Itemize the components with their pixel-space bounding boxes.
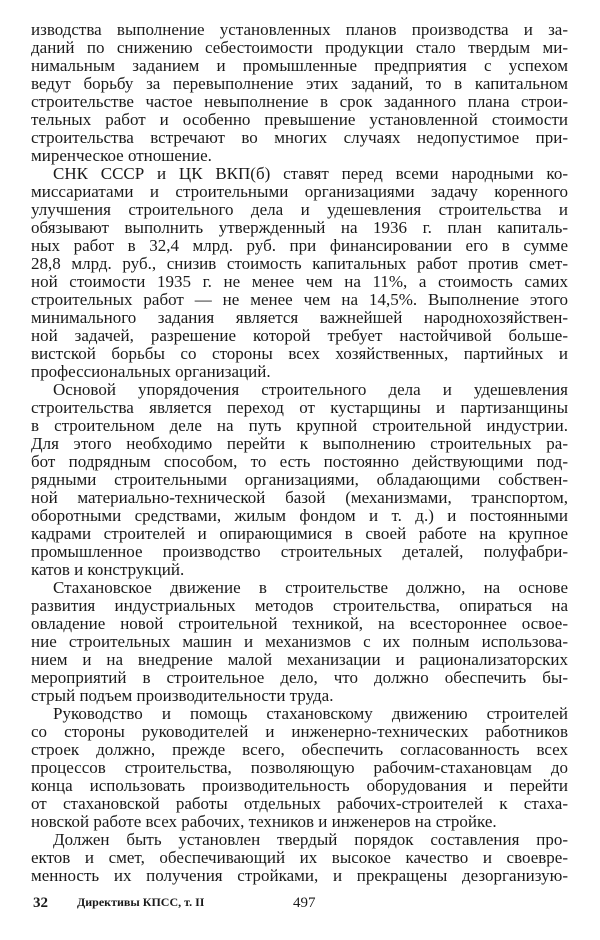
text-line: Основой упорядочения строительного дела и удешевления bbox=[53, 380, 568, 399]
text-line: оборотными средствами, жилым фондом и т. д.) и постоянными bbox=[31, 506, 568, 525]
text-line: ектов и смет, обеспечивающий их высокое качество и своевре- bbox=[31, 848, 568, 867]
text-line: ние строительных машин и механизмов с их полным использова- bbox=[31, 632, 568, 651]
text-line: стрый подъем производительности труда. bbox=[31, 686, 334, 705]
text-line: Для этого необходимо перейти к выполнению строительных ра- bbox=[31, 434, 568, 453]
paragraph bbox=[31, 165, 568, 381]
text-line: улучшения строительного дела и удешевления строительства и bbox=[31, 200, 568, 219]
text-line: изводства выполнение установленных планов производства и за- bbox=[31, 20, 568, 39]
text-line: строительства является переход от кустарщины и партизанщины bbox=[31, 398, 568, 417]
text-line: ной стоимости 1935 г. не менее чем на 11%, а стоимость самих bbox=[31, 272, 568, 291]
text-line: даний по снижению себестоимости продукции стало твердым ми- bbox=[31, 38, 568, 57]
paragraph bbox=[31, 705, 568, 831]
text-line: бот подрядным способом, то есть постоянно действующими под- bbox=[31, 452, 568, 471]
text-line: от стахановской работы отдельных рабочих-строителей к стаха- bbox=[31, 794, 568, 813]
text-line: развития индустриальных методов строительства, опираться на bbox=[31, 596, 568, 615]
text-line: Должен быть установлен твердый порядок составления про- bbox=[53, 830, 568, 849]
signature-mark: 32 bbox=[33, 895, 48, 911]
text-line: миренческое отношение. bbox=[31, 146, 212, 165]
text-line: строительстве частое невыполнение в срок заданного плана строи- bbox=[31, 92, 568, 111]
text-line: катов и конструкций. bbox=[31, 560, 185, 579]
text-line: строительства встречают во многих случаях недопустимое при- bbox=[31, 128, 568, 147]
text-line: промышленное производство строительных деталей, полуфабри- bbox=[31, 542, 568, 561]
text-line: нием и на внедрение малой механизации и рационализаторских bbox=[31, 650, 568, 669]
text-line: новской работе всех рабочих, техников и инженеров на стройке. bbox=[31, 812, 497, 831]
paragraph bbox=[31, 579, 568, 705]
page-footer bbox=[31, 895, 568, 915]
text-line: ной материально-технической базой (механизмами, транспортом, bbox=[31, 488, 568, 507]
text-line: овладение новой строительной техникой, на всестороннее освое- bbox=[31, 614, 568, 633]
text-line: Руководство и помощь стахановскому движению строителей bbox=[53, 704, 568, 723]
text-line: СНК СССР и ЦК ВКП(б) ставят перед всеми народными ко- bbox=[53, 164, 568, 183]
text-line: минимального задания является важнейшей народнохозяйствен- bbox=[31, 308, 568, 327]
paragraph bbox=[31, 831, 568, 885]
book-title: Директивы КПСС, т. II bbox=[77, 895, 205, 909]
text-line: строек должно, прежде всего, обеспечить согласованность всех bbox=[31, 740, 568, 759]
text-line: миссариатами и строительными организациями задачу коренного bbox=[31, 182, 568, 201]
text-line: обязывают выполнить утвержденный на 1936 г. план капиталь- bbox=[31, 218, 568, 237]
text-line: нимальным заданием и промышленные предприятия с успехом bbox=[31, 56, 568, 75]
text-line: строительных работ — не менее чем на 14,5%. Выполнение этого bbox=[31, 290, 568, 309]
text-line: в строительном деле на путь крупной строительной индустрии. bbox=[31, 416, 568, 435]
text-line: мероприятий в строительное дело, что должно обеспечить бы- bbox=[31, 668, 568, 687]
text-line: со стороны руководителей и инженерно-технических работников bbox=[31, 722, 568, 741]
text-line: рядными строительными организациями, обладающими собствен- bbox=[31, 470, 568, 489]
text-line: кадрами строителей и опирающимися в своей работе на крупное bbox=[31, 524, 568, 543]
paragraph bbox=[31, 21, 568, 165]
text-line: Стахановское движение в строительстве должно, на основе bbox=[53, 578, 568, 597]
text-line: процессов строительства, позволяющую рабочим-стахановцам до bbox=[31, 758, 568, 777]
text-line: ных работ в 32,4 млрд. руб. при финансировании его в сумме bbox=[31, 236, 568, 255]
text-line: ной задачей, разрешение которой требует настойчивой больше- bbox=[31, 326, 568, 345]
text-line: ведут борьбу за перевыполнение этих заданий, то в капитальном bbox=[31, 74, 568, 93]
document-body bbox=[31, 21, 568, 885]
paragraph bbox=[31, 381, 568, 579]
text-line: конца использовать производительность оборудования и перейти bbox=[31, 776, 568, 795]
page-number: 497 bbox=[293, 895, 316, 911]
text-line: менность их получения стройками, и прекращены дезорганизую- bbox=[31, 866, 568, 885]
text-line: 28,8 млрд. руб., снизив стоимость капитальных работ против смет- bbox=[31, 254, 568, 273]
text-line: профессиональных организаций. bbox=[31, 362, 271, 381]
text-line: вистской борьбы со стороны всех хозяйственных, партийных и bbox=[31, 344, 568, 363]
text-line: тельных работ и особенно превышение установленной стоимости bbox=[31, 110, 568, 129]
